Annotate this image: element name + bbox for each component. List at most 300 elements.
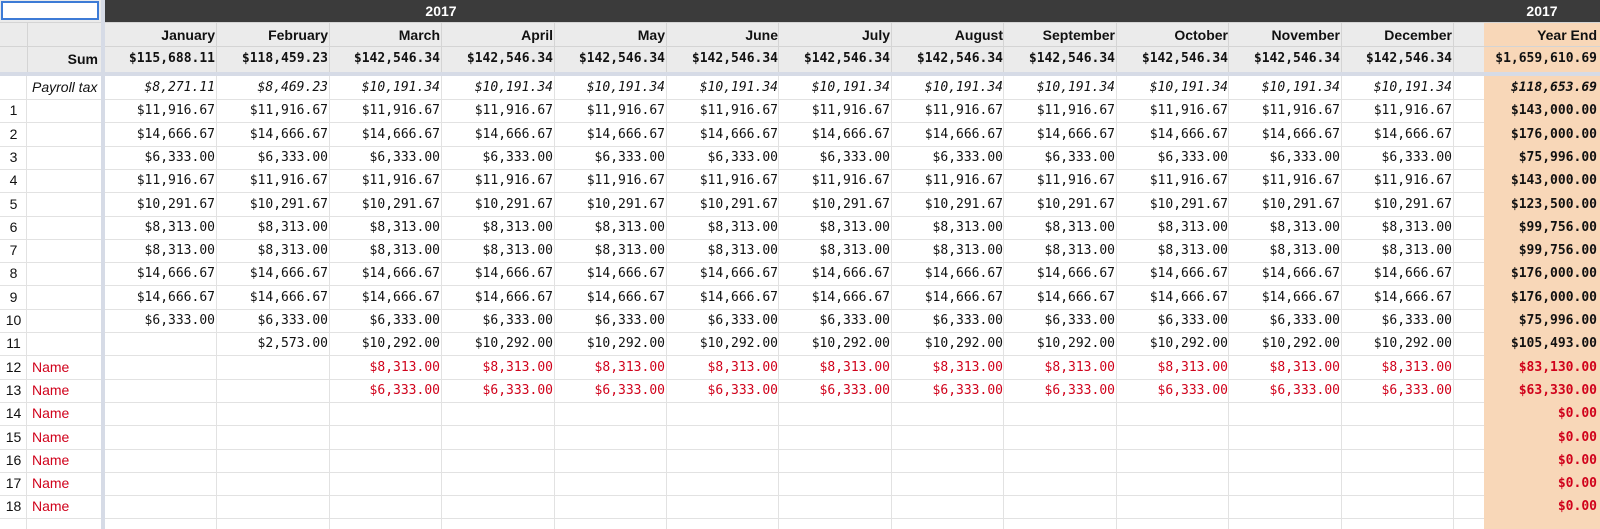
data-cell[interactable]: $14,666.67 [361, 290, 440, 305]
data-cell[interactable]: $6,333.00 [932, 313, 1003, 328]
data-cell[interactable]: $11,916.67 [361, 173, 440, 188]
data-cell[interactable]: $10,291.67 [699, 197, 778, 212]
data-cell[interactable]: $6,333.00 [1157, 313, 1228, 328]
month-header[interactable]: May [637, 27, 665, 43]
data-cell[interactable] [892, 402, 1003, 425]
data-cell[interactable]: $11,916.67 [1149, 103, 1228, 118]
data-cell[interactable]: $8,313.00 [707, 360, 778, 375]
data-cell[interactable]: $8,313.00 [1269, 243, 1340, 258]
data-cell[interactable]: $14,666.67 [924, 127, 1003, 142]
month-header[interactable]: January [161, 27, 215, 43]
year-end-total[interactable]: $143,000.00 [1510, 103, 1597, 118]
year-end-total[interactable]: $0.00 [1557, 406, 1597, 421]
row-label[interactable]: Name [32, 498, 70, 514]
data-cell[interactable]: $11,916.67 [249, 173, 328, 188]
data-cell[interactable]: $8,313.00 [1269, 220, 1340, 235]
year-end-total[interactable]: $75,996.00 [1518, 313, 1597, 328]
data-cell[interactable]: $14,666.67 [1036, 127, 1115, 142]
data-cell[interactable]: $8,313.00 [144, 220, 215, 235]
row-label[interactable] [32, 146, 102, 169]
month-header[interactable]: December [1384, 27, 1452, 43]
data-cell[interactable]: $6,333.00 [707, 150, 778, 165]
data-cell[interactable]: $14,666.67 [474, 127, 553, 142]
data-cell[interactable] [105, 495, 215, 518]
data-cell[interactable]: $10,191.34 [924, 80, 1003, 95]
row-number[interactable]: 12 [5, 359, 22, 375]
data-cell[interactable]: $11,916.67 [136, 103, 215, 118]
data-cell[interactable]: $8,313.00 [1381, 243, 1452, 258]
data-cell[interactable]: $10,191.34 [699, 80, 778, 95]
row-label[interactable] [32, 239, 102, 262]
row-number[interactable]: 17 [5, 475, 22, 491]
data-cell[interactable]: $10,291.67 [361, 197, 440, 212]
data-cell[interactable] [105, 449, 215, 472]
data-cell[interactable]: $11,916.67 [1373, 173, 1452, 188]
data-cell[interactable]: $2,573.00 [257, 336, 328, 351]
year-end-total[interactable]: $123,500.00 [1510, 197, 1597, 212]
data-cell[interactable]: $6,333.00 [482, 383, 553, 398]
data-cell[interactable]: $6,333.00 [594, 150, 665, 165]
data-cell[interactable]: $8,313.00 [707, 243, 778, 258]
data-cell[interactable]: $10,292.00 [361, 336, 440, 351]
data-cell[interactable] [330, 472, 440, 495]
year-end-total[interactable]: $83,130.00 [1518, 360, 1597, 375]
data-cell[interactable]: $6,333.00 [1157, 150, 1228, 165]
year-end-total[interactable]: $99,756.00 [1518, 243, 1597, 258]
data-cell[interactable]: $10,292.00 [699, 336, 778, 351]
data-cell[interactable]: $8,313.00 [369, 360, 440, 375]
data-cell[interactable] [779, 426, 890, 449]
data-cell[interactable]: $11,916.67 [249, 103, 328, 118]
year-end-total[interactable]: $105,493.00 [1510, 336, 1597, 351]
data-cell[interactable]: $14,666.67 [249, 127, 328, 142]
data-cell[interactable]: $6,333.00 [707, 383, 778, 398]
data-cell[interactable] [779, 495, 890, 518]
data-cell[interactable]: $11,916.67 [361, 103, 440, 118]
row-number[interactable]: 5 [9, 196, 18, 212]
data-cell[interactable]: $6,333.00 [819, 383, 890, 398]
row-number[interactable] [0, 76, 27, 99]
data-cell[interactable]: $8,313.00 [819, 243, 890, 258]
data-cell[interactable]: $14,666.67 [811, 290, 890, 305]
row-number[interactable]: 18 [5, 498, 22, 514]
data-cell[interactable] [892, 472, 1003, 495]
data-cell[interactable]: $8,313.00 [594, 360, 665, 375]
data-cell[interactable]: $6,333.00 [707, 313, 778, 328]
data-cell[interactable]: $11,916.67 [811, 173, 890, 188]
data-cell[interactable]: $14,666.67 [811, 266, 890, 281]
data-cell[interactable]: $11,916.67 [924, 173, 1003, 188]
data-cell[interactable] [105, 472, 215, 495]
data-cell[interactable] [330, 402, 440, 425]
row-number[interactable]: 8 [9, 265, 18, 281]
data-cell[interactable]: $8,313.00 [1157, 220, 1228, 235]
data-cell[interactable]: $6,333.00 [369, 313, 440, 328]
data-cell[interactable]: $8,313.00 [1157, 360, 1228, 375]
data-cell[interactable]: $11,916.67 [1036, 103, 1115, 118]
year-end-header[interactable]: Year End [1537, 27, 1597, 43]
data-cell[interactable]: $6,333.00 [1044, 383, 1115, 398]
data-cell[interactable]: $14,666.67 [361, 127, 440, 142]
data-cell[interactable] [217, 472, 328, 495]
data-cell[interactable]: $6,333.00 [1157, 383, 1228, 398]
data-cell[interactable]: $14,666.67 [1149, 127, 1228, 142]
data-cell[interactable]: $14,666.67 [1149, 290, 1228, 305]
year-end-total[interactable]: $176,000.00 [1510, 266, 1597, 281]
data-cell[interactable] [892, 426, 1003, 449]
data-cell[interactable]: $8,313.00 [594, 243, 665, 258]
data-cell[interactable] [217, 356, 328, 379]
row-number[interactable]: 16 [5, 452, 22, 468]
header-gridline [891, 22, 892, 72]
row-label[interactable]: Name [32, 429, 70, 445]
data-cell[interactable]: $14,666.67 [1373, 127, 1452, 142]
data-cell[interactable] [1117, 402, 1228, 425]
data-cell[interactable] [667, 426, 778, 449]
data-cell[interactable] [442, 495, 553, 518]
data-cell[interactable] [555, 472, 665, 495]
data-cell[interactable]: $14,666.67 [1373, 266, 1452, 281]
data-cell[interactable]: $8,313.00 [932, 360, 1003, 375]
data-cell[interactable] [217, 402, 328, 425]
row-number[interactable]: 15 [5, 429, 22, 445]
data-cell[interactable]: $11,916.67 [699, 103, 778, 118]
data-cell[interactable] [1229, 402, 1340, 425]
row-label[interactable] [32, 262, 102, 285]
data-cell[interactable] [442, 449, 553, 472]
data-cell[interactable] [105, 379, 215, 402]
data-cell[interactable] [1004, 495, 1115, 518]
year-end-total[interactable]: $176,000.00 [1510, 127, 1597, 142]
data-cell[interactable] [330, 426, 440, 449]
data-cell[interactable] [1117, 472, 1228, 495]
data-cell[interactable]: $6,333.00 [594, 383, 665, 398]
year-end-total[interactable]: $99,756.00 [1518, 220, 1597, 235]
data-cell[interactable]: $14,666.67 [136, 127, 215, 142]
row-label[interactable] [32, 123, 102, 146]
month-header[interactable]: November [1271, 27, 1340, 43]
data-cell[interactable]: $14,666.67 [924, 266, 1003, 281]
data-cell[interactable] [442, 426, 553, 449]
data-cell[interactable] [330, 449, 440, 472]
year-end-total[interactable]: $75,996.00 [1518, 150, 1597, 165]
data-cell[interactable]: $10,292.00 [1373, 336, 1452, 351]
data-cell[interactable]: $14,666.67 [1036, 290, 1115, 305]
year-end-total[interactable]: $0.00 [1557, 453, 1597, 468]
data-cell[interactable] [1342, 449, 1452, 472]
data-cell[interactable] [105, 402, 215, 425]
data-cell[interactable]: $10,291.67 [1373, 197, 1452, 212]
data-cell[interactable]: $8,313.00 [819, 360, 890, 375]
data-cell[interactable]: $14,666.67 [1261, 127, 1340, 142]
data-cell[interactable] [105, 356, 215, 379]
data-cell[interactable] [1229, 449, 1340, 472]
data-cell[interactable]: $10,292.00 [811, 336, 890, 351]
data-cell[interactable]: $8,313.00 [707, 220, 778, 235]
data-cell[interactable]: $11,916.67 [1036, 173, 1115, 188]
data-cell[interactable]: $14,666.67 [1261, 266, 1340, 281]
data-cell[interactable]: $8,313.00 [257, 220, 328, 235]
data-cell[interactable]: $6,333.00 [1044, 150, 1115, 165]
payroll-tax-label[interactable]: Payroll tax [32, 79, 98, 95]
row-label[interactable] [32, 286, 102, 309]
data-cell[interactable]: $10,292.00 [1261, 336, 1340, 351]
data-cell[interactable]: $6,333.00 [257, 150, 328, 165]
row-label[interactable] [32, 193, 102, 216]
data-cell[interactable]: $11,916.67 [1261, 173, 1340, 188]
data-cell[interactable] [330, 495, 440, 518]
data-cell[interactable]: $11,916.67 [586, 103, 665, 118]
row-number[interactable]: 13 [5, 382, 22, 398]
data-cell[interactable]: $6,333.00 [257, 313, 328, 328]
data-cell[interactable]: $10,291.67 [474, 197, 553, 212]
row-label[interactable]: Name [32, 452, 70, 468]
year-end-total[interactable]: $118,653.69 [1510, 80, 1597, 95]
month-header[interactable]: July [861, 27, 890, 43]
data-cell[interactable]: $14,666.67 [699, 290, 778, 305]
data-cell[interactable]: $6,333.00 [482, 313, 553, 328]
row-number[interactable]: 10 [5, 312, 22, 328]
data-cell[interactable]: $10,191.34 [361, 80, 440, 95]
data-cell[interactable]: $14,666.67 [1036, 266, 1115, 281]
data-cell[interactable]: $8,313.00 [257, 243, 328, 258]
data-cell[interactable]: $8,313.00 [1044, 360, 1115, 375]
row-number[interactable]: 11 [6, 335, 21, 351]
data-cell[interactable]: $8,313.00 [1381, 220, 1452, 235]
year-end-total[interactable]: $0.00 [1557, 499, 1597, 514]
row-label[interactable] [32, 309, 102, 332]
row-label[interactable]: Name [32, 405, 70, 421]
data-cell[interactable] [892, 449, 1003, 472]
name-box[interactable] [1, 1, 99, 20]
row-label[interactable] [32, 216, 102, 239]
data-cell[interactable] [555, 402, 665, 425]
data-cell[interactable]: $11,916.67 [1373, 103, 1452, 118]
row-label[interactable]: Name [32, 382, 70, 398]
data-cell[interactable] [667, 472, 778, 495]
data-cell[interactable]: $6,333.00 [932, 383, 1003, 398]
year-end-total[interactable]: $0.00 [1557, 476, 1597, 491]
data-cell[interactable] [779, 449, 890, 472]
row-label[interactable]: Name [32, 475, 70, 491]
data-cell[interactable]: $8,313.00 [594, 220, 665, 235]
row-number[interactable]: 3 [9, 149, 18, 165]
data-cell[interactable]: $8,313.00 [482, 243, 553, 258]
data-cell[interactable] [1004, 472, 1115, 495]
data-cell[interactable] [1117, 495, 1228, 518]
row-label[interactable] [32, 169, 102, 192]
row-label[interactable] [32, 99, 102, 122]
data-cell[interactable]: $10,191.34 [1149, 80, 1228, 95]
data-cell[interactable]: $14,666.67 [249, 266, 328, 281]
data-cell[interactable] [1342, 426, 1452, 449]
data-cell[interactable]: $6,333.00 [1381, 383, 1452, 398]
data-cell[interactable]: $8,271.11 [144, 80, 215, 95]
month-header[interactable]: February [268, 27, 328, 43]
data-cell[interactable]: $6,333.00 [482, 150, 553, 165]
data-cell[interactable]: $6,333.00 [144, 313, 215, 328]
data-cell[interactable] [779, 472, 890, 495]
data-cell[interactable]: $11,916.67 [811, 103, 890, 118]
data-cell[interactable]: $14,666.67 [1149, 266, 1228, 281]
data-cell[interactable]: $10,291.67 [249, 197, 328, 212]
data-cell[interactable]: $6,333.00 [1381, 313, 1452, 328]
data-cell[interactable]: $10,292.00 [474, 336, 553, 351]
year-end-total[interactable]: $176,000.00 [1510, 290, 1597, 305]
data-cell[interactable] [1004, 449, 1115, 472]
data-cell[interactable] [1342, 472, 1452, 495]
data-cell[interactable]: $10,292.00 [1036, 336, 1115, 351]
data-cell[interactable]: $6,333.00 [369, 150, 440, 165]
data-cell[interactable]: $11,916.67 [474, 103, 553, 118]
data-cell[interactable]: $10,292.00 [924, 336, 1003, 351]
data-cell[interactable]: $10,291.67 [924, 197, 1003, 212]
data-cell[interactable]: $11,916.67 [1149, 173, 1228, 188]
data-cell[interactable]: $8,313.00 [1381, 360, 1452, 375]
data-cell[interactable]: $14,666.67 [1261, 290, 1340, 305]
data-cell[interactable]: $8,313.00 [1044, 243, 1115, 258]
data-cell[interactable]: $8,313.00 [819, 220, 890, 235]
data-cell[interactable]: $6,333.00 [819, 313, 890, 328]
data-cell[interactable] [217, 379, 328, 402]
data-cell[interactable]: $10,191.34 [586, 80, 665, 95]
data-cell[interactable]: $6,333.00 [1269, 150, 1340, 165]
data-cell[interactable] [667, 495, 778, 518]
data-cell[interactable] [105, 426, 215, 449]
row-number[interactable]: 9 [9, 289, 18, 305]
data-cell[interactable]: $10,191.34 [1261, 80, 1340, 95]
data-cell[interactable] [1004, 426, 1115, 449]
data-cell[interactable]: $6,333.00 [1269, 383, 1340, 398]
data-cell[interactable]: $14,666.67 [699, 127, 778, 142]
data-cell[interactable] [892, 495, 1003, 518]
year-end-total[interactable]: $143,000.00 [1510, 173, 1597, 188]
data-cell[interactable]: $14,666.67 [586, 290, 665, 305]
data-cell[interactable]: $10,292.00 [586, 336, 665, 351]
data-cell[interactable]: $8,313.00 [482, 220, 553, 235]
month-header[interactable]: August [954, 27, 1003, 43]
data-cell[interactable] [217, 449, 328, 472]
data-cell[interactable] [779, 402, 890, 425]
data-cell[interactable]: $14,666.67 [924, 290, 1003, 305]
data-cell[interactable] [1117, 426, 1228, 449]
month-header[interactable]: June [745, 27, 778, 43]
data-cell[interactable]: $6,333.00 [932, 150, 1003, 165]
data-cell[interactable]: $8,313.00 [144, 243, 215, 258]
row-number[interactable]: 1 [9, 102, 18, 118]
data-cell[interactable]: $6,333.00 [369, 383, 440, 398]
data-cell[interactable] [555, 426, 665, 449]
data-cell[interactable]: $14,666.67 [474, 266, 553, 281]
data-cell[interactable] [217, 495, 328, 518]
data-cell[interactable]: $14,666.67 [811, 127, 890, 142]
data-cell[interactable] [1342, 495, 1452, 518]
data-cell[interactable] [667, 402, 778, 425]
data-cell[interactable] [105, 332, 215, 355]
data-cell[interactable] [1004, 402, 1115, 425]
year-end-total[interactable]: $0.00 [1557, 430, 1597, 445]
data-cell[interactable]: $6,333.00 [144, 150, 215, 165]
data-cell[interactable] [442, 472, 553, 495]
data-cell[interactable] [1342, 402, 1452, 425]
month-header[interactable]: September [1042, 27, 1115, 43]
data-cell[interactable]: $11,916.67 [699, 173, 778, 188]
data-cell[interactable]: $11,916.67 [474, 173, 553, 188]
data-cell[interactable]: $14,666.67 [586, 127, 665, 142]
row-number[interactable]: 6 [9, 219, 18, 235]
data-cell[interactable]: $14,666.67 [1373, 290, 1452, 305]
data-cell[interactable]: $6,333.00 [594, 313, 665, 328]
data-cell[interactable]: $10,191.34 [811, 80, 890, 95]
month-header[interactable]: October [1174, 27, 1228, 43]
data-cell[interactable]: $8,313.00 [932, 220, 1003, 235]
data-cell[interactable]: $11,916.67 [1261, 103, 1340, 118]
data-cell[interactable]: $14,666.67 [361, 266, 440, 281]
data-cell[interactable]: $8,313.00 [369, 243, 440, 258]
data-cell[interactable]: $11,916.67 [136, 173, 215, 188]
data-cell[interactable]: $6,333.00 [1381, 150, 1452, 165]
data-cell[interactable] [217, 426, 328, 449]
row-number[interactable]: 7 [9, 242, 18, 258]
data-cell[interactable]: $14,666.67 [249, 290, 328, 305]
data-cell[interactable] [1229, 426, 1340, 449]
data-cell[interactable]: $6,333.00 [1044, 313, 1115, 328]
data-cell[interactable] [1117, 449, 1228, 472]
data-cell[interactable]: $11,916.67 [586, 173, 665, 188]
year-end-total[interactable]: $63,330.00 [1518, 383, 1597, 398]
row-number[interactable]: 4 [9, 172, 18, 188]
data-cell[interactable]: $10,291.67 [136, 197, 215, 212]
month-header[interactable]: March [398, 27, 440, 43]
data-cell[interactable] [555, 449, 665, 472]
data-cell[interactable]: $8,313.00 [1044, 220, 1115, 235]
data-cell[interactable]: $10,191.34 [474, 80, 553, 95]
data-cell[interactable]: $10,291.67 [1036, 197, 1115, 212]
data-cell[interactable]: $14,666.67 [474, 290, 553, 305]
row-number[interactable]: 2 [9, 126, 18, 142]
data-cell[interactable]: $8,469.23 [257, 80, 328, 95]
row-label[interactable]: Name [32, 359, 70, 375]
data-cell[interactable]: $14,666.67 [586, 266, 665, 281]
data-cell[interactable]: $10,291.67 [1149, 197, 1228, 212]
row-label[interactable] [32, 332, 102, 355]
data-cell[interactable] [555, 495, 665, 518]
data-cell[interactable]: $10,291.67 [586, 197, 665, 212]
data-cell[interactable]: $14,666.67 [136, 266, 215, 281]
data-cell[interactable]: $14,666.67 [136, 290, 215, 305]
data-cell[interactable]: $11,916.67 [924, 103, 1003, 118]
data-cell[interactable]: $8,313.00 [369, 220, 440, 235]
data-cell[interactable]: $8,313.00 [1157, 243, 1228, 258]
data-cell[interactable]: $14,666.67 [699, 266, 778, 281]
data-cell[interactable]: $10,291.67 [1261, 197, 1340, 212]
data-cell[interactable]: $8,313.00 [1269, 360, 1340, 375]
data-cell[interactable] [1229, 472, 1340, 495]
data-cell[interactable]: $6,333.00 [1269, 313, 1340, 328]
data-cell[interactable]: $10,191.34 [1373, 80, 1452, 95]
month-header[interactable]: April [521, 27, 553, 43]
data-cell[interactable]: $10,292.00 [1149, 336, 1228, 351]
data-cell[interactable]: $8,313.00 [482, 360, 553, 375]
data-cell[interactable] [442, 402, 553, 425]
data-cell[interactable]: $10,291.67 [811, 197, 890, 212]
row-number[interactable]: 14 [5, 405, 22, 421]
data-cell[interactable] [1229, 495, 1340, 518]
data-cell[interactable] [667, 449, 778, 472]
data-cell[interactable]: $6,333.00 [819, 150, 890, 165]
data-cell[interactable]: $8,313.00 [932, 243, 1003, 258]
data-cell[interactable]: $10,191.34 [1036, 80, 1115, 95]
